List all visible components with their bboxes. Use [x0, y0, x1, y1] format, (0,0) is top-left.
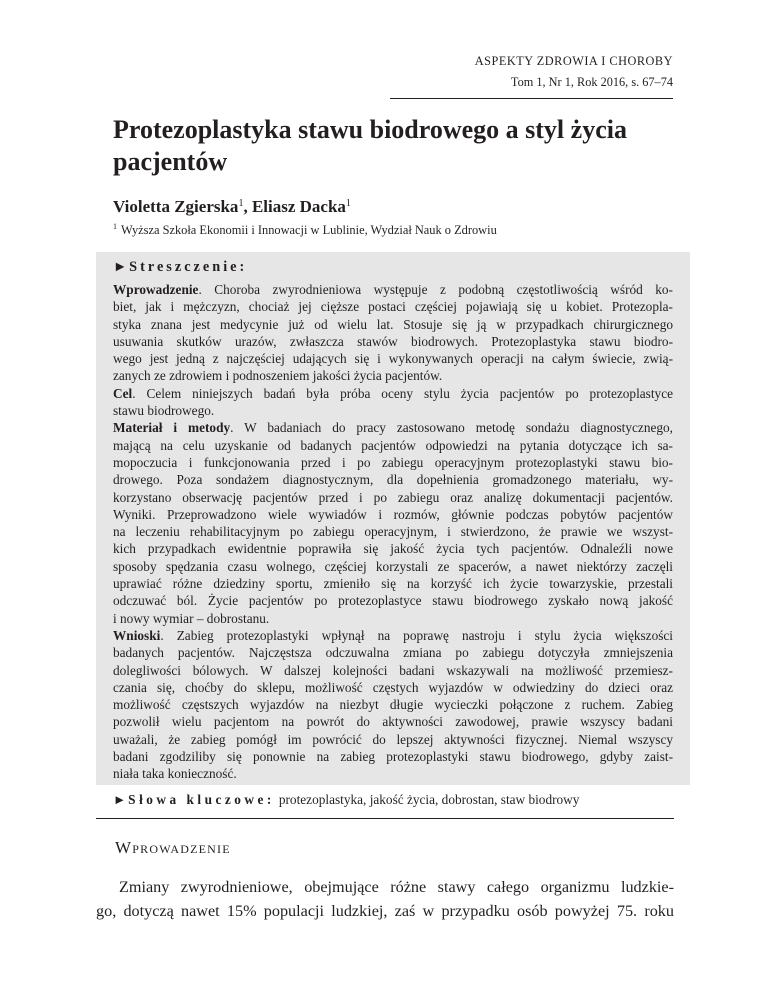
text-line: możliwość częstszych wyjazdów na niezbyt długie wycieczki połączone z ruchem. Zabieg: [113, 697, 673, 713]
text-line: biet, jak i mężczyzn, chociaż jej cięższe postaci częściej pojawiają się u kobiet. Protezopla-: [113, 299, 673, 315]
affiliation: [113, 222, 497, 238]
arrow-right-icon: ►: [113, 259, 128, 275]
text-line: zanych ze zdrowiem i podnoszeniem jakości życia pacjentów.: [113, 368, 443, 384]
journal-volume: Tom 1, Nr 1, Rok 2016, s. 67–74: [510, 75, 673, 89]
text-line: go, dotyczą nawet 15% populacji ludzkiej, zaś w przypadku osób powyżej 75. roku: [96, 901, 674, 920]
text-line: styka znana jest medycynie już od wielu lat. Stosuje się ją w przypadkach chirurgicznego: [113, 316, 673, 332]
article-title: Protezoplastyka stawu biodrowego a styl życia pacjentów: [113, 115, 627, 176]
text-line: mopoczucia i funkcjonowania przed i po zabiegu operacyjnym protezoplastyki stawu bio-: [113, 454, 673, 470]
text-line: Wyniki. Przeprowadzono wiele wywiadów i rozmów, głównie podczas pobytów pacjentów: [113, 506, 673, 522]
keywords-list: protezoplastyka, jakość życia, dobrostan, staw biodrowy: [278, 791, 580, 807]
bold-lead: Wnioski: [113, 627, 161, 643]
text-line: uważali, że zabieg pomógł im powrócić do lepszej aktywności fizycznej. Niemal wszyscy: [113, 731, 673, 747]
arrow-right-icon: ►: [113, 791, 127, 807]
author-name: Violetta Zgierska: [113, 197, 239, 216]
running-header: [475, 52, 673, 91]
header-rule: [390, 98, 673, 99]
keywords-label: Słowa kluczowe:: [128, 791, 275, 807]
text-line: i nowy wymiar – dobrostanu.: [113, 610, 270, 626]
text-line: sposoby spędzania czasu wolnego, częściej korzystali ze spacerów, a nawet niektórzy zaczęli: [113, 558, 673, 574]
text-line: dolegliwości bólowych. W dalszej kolejności badani wskazywali na możliwość przemiesz-: [113, 662, 673, 678]
section-title: Wprowadzenie: [115, 838, 231, 857]
text-line: Materiał i metody. W badaniach do pracy zastosowano metodę sondażu diagnostycznego,: [113, 420, 673, 436]
abstract-heading-label: Streszczenie:: [129, 259, 248, 275]
authors: [113, 197, 351, 217]
bold-lead: Wprowadzenie: [113, 282, 199, 297]
section-rule: [96, 818, 674, 819]
text-line: kich przypadkach ewidentnie poprawiła się jakość życia tych pacjentów. Odnaleźli nowe: [113, 541, 673, 557]
text-line: na leczeniu rehabilitacyjnym po zabiegu operacyjnym, i stwierdzono, że prawie we wszyst-: [113, 524, 673, 540]
affiliation-text: Wyższa Szkoła Ekonomii i Innowacji w Lublinie, Wydział Nauk o Zdrowiu: [121, 223, 497, 237]
section-body: [96, 876, 674, 923]
text-line: czania się, choćby do sklepu, możliwość częstych wyjazdów w odwiedziny do dzieci oraz: [113, 679, 673, 695]
text-line: stawu biodrowego.: [113, 403, 215, 419]
journal-name: ASPEKTY ZDROWIA I CHOROBY: [474, 54, 673, 68]
author-affiliation-mark: 1: [345, 198, 351, 209]
abstract-box: [96, 252, 690, 807]
affiliation-mark: 1: [113, 222, 117, 231]
text-line: pozwolił wielu pacjentom na powrót do aktywności zawodowej, prawie wszyscy badani: [113, 714, 673, 730]
abstract-heading: [113, 259, 673, 276]
text-line: Zmiany zwyrodnieniowe, obejmujące różne stawy całego organizmu ludzkie-: [119, 878, 674, 896]
text-line: korzystano obserwację pacjentów przed i po zabiegu oraz analizę dokumentacji pacjentów.: [113, 489, 673, 505]
author-separator: ,: [243, 197, 252, 216]
text-line: Wprowadzenie. Choroba zwyrodnieniowa występuje z podobną częstotliwością wśród ko-: [113, 282, 673, 297]
text-line: wego jest jedną z najczęściej udających się i wykonywanych operacji na całym świecie, zwią-: [113, 351, 673, 367]
text-line: Cel. Celem niniejszych badań była próba oceny stylu życia pacjentów po protezoplastyce: [113, 385, 673, 401]
author-name: Eliasz Dacka: [251, 197, 346, 216]
author-affiliation-mark: 1: [238, 198, 244, 209]
text-line: Wnioski. Zabieg protezoplastyki wpłynął na poprawę nastroju i stylu życia większości: [113, 627, 673, 643]
text-line: usuwania skutków urazów, zwłaszcza stawów biodrowych. Protezoplastyka stawu biodro-: [113, 333, 673, 349]
text-line: niała taka konieczność.: [113, 766, 237, 782]
text-line: odczuwać ból. Życie pacjentów po protezoplastyce stawu biodrowego zyskało nową jakość: [113, 593, 673, 609]
text-line: badani zgodziliby się ponownie na zabieg protezoplastyki stawu biodrowego, gdyby zaist-: [113, 749, 673, 765]
bold-lead: Materiał i metody: [113, 420, 231, 436]
text-line: badanych pacjentów. Najczęstsza odczuwalna zmiana po zabiegu dotyczyła zmniejszenia: [113, 645, 673, 661]
text-line: uprawiać różne dziedziny sportu, zmieniło się na korzyść ich życie towarzyskie, przestali: [113, 576, 673, 592]
text-line: drowego. Poza sondażem diagnostycznym, dla dopełnienia gromadzonego materiału, wy-: [113, 472, 673, 488]
bold-lead: Cel: [113, 385, 133, 401]
keywords: [113, 792, 673, 808]
text-line: mającą na celu uzyskanie od badanych pacjentów odpowiedzi na pytania dotyczące ich sa-: [113, 437, 673, 453]
abstract-text: [113, 281, 673, 783]
